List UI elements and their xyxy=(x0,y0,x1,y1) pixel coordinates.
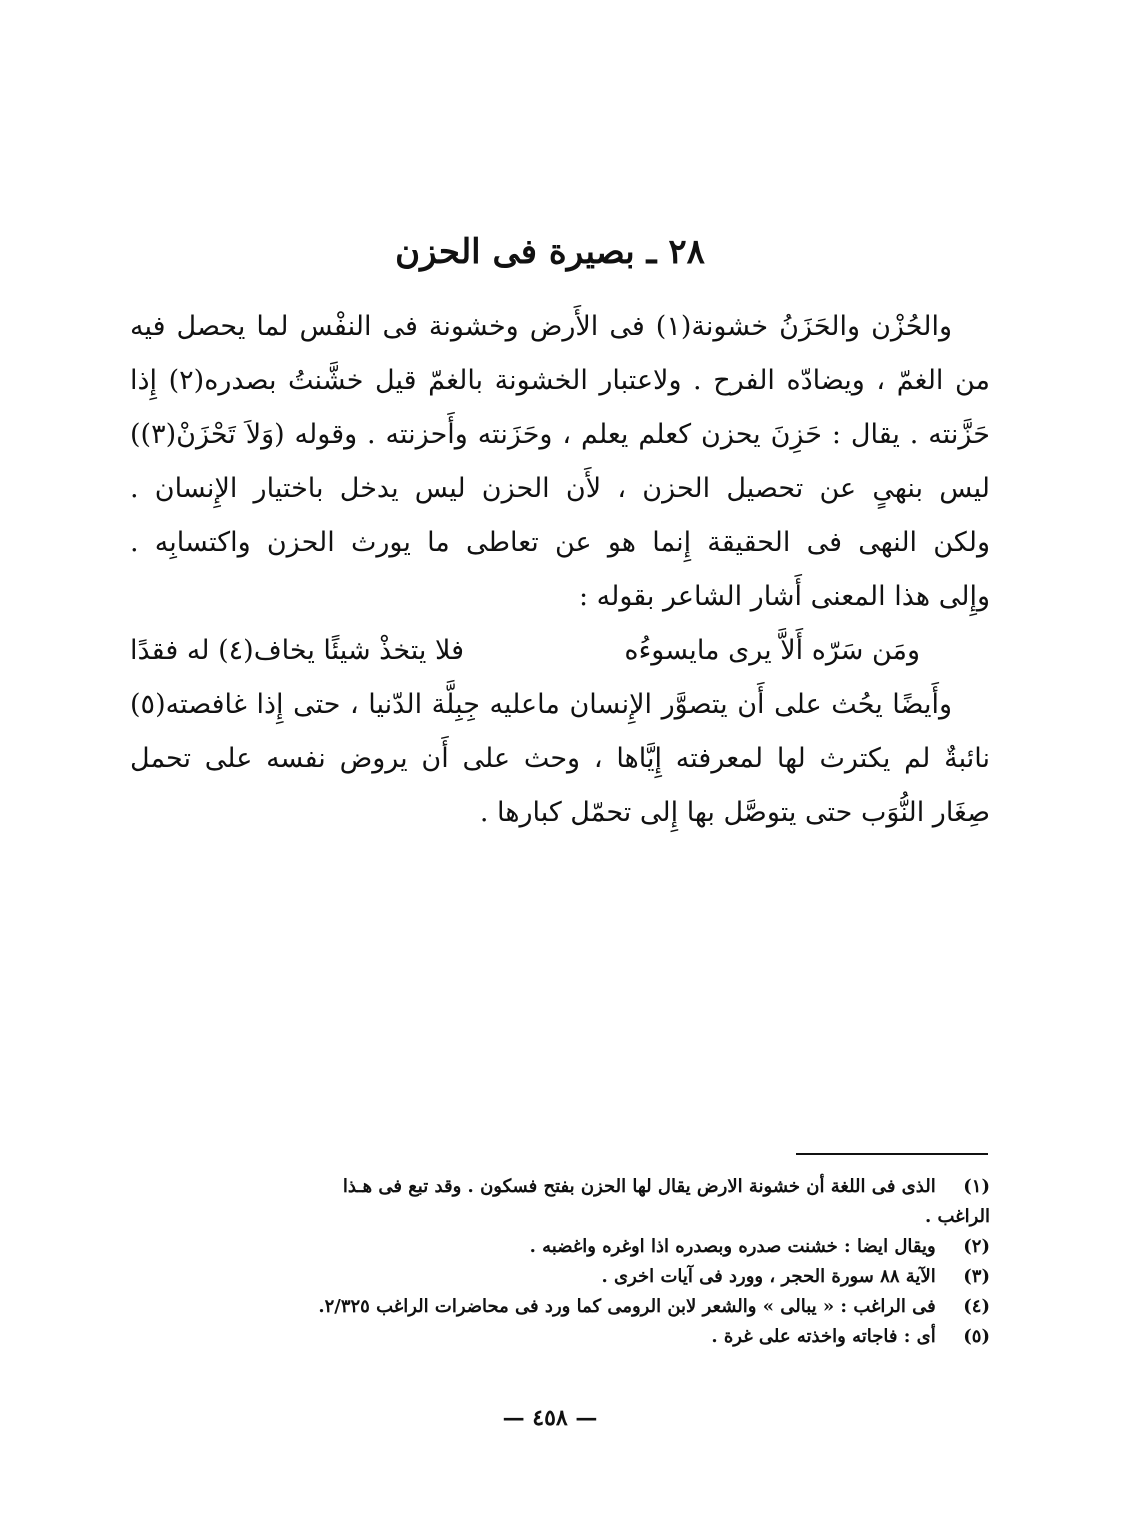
footnote xyxy=(130,1172,990,1202)
footnotes xyxy=(130,1172,990,1352)
paragraph-line: ليس بنهىٍ عن تحصيل الحزن ، لأَن الحزن ليس يدخل باختيار الإِنسان . xyxy=(130,473,990,504)
verse-second-hemistich: فلا يتخذْ شيئًا يخاف(٤) له فقدًا xyxy=(130,635,465,666)
footnote-number: (٣) xyxy=(963,1266,990,1287)
paragraph-line: من الغمّ ، ويضادّه الفرح . ولاعتبار الخشونة بالغمّ قيل خشَّنتُ بصدره(٢) إِذا xyxy=(130,365,990,396)
paragraph-line: وإِلى هذا المعنى أَشار الشاعر بقوله : xyxy=(578,581,990,612)
section-title: ٢٨ ـ بصيرة فى الحزن xyxy=(395,232,705,272)
poetry-verse xyxy=(130,624,990,678)
footnote-text: ويقال ايضا : خشنت صدره وبصدره اذا اوغره واغضبه . xyxy=(529,1236,936,1257)
footnote-continuation: الراغب . xyxy=(924,1206,990,1227)
paragraph-line: نائبةٌ لم يكترث لها لمعرفته إِيَّاها ، وحث على أَن يروض نفسه على تحمل xyxy=(130,743,990,774)
footnote-text: فى الراغب : « يبالى » والشعر لابن الرومى كما ورد فى محاضرات الراغب ٢/٣٢٥. xyxy=(318,1296,936,1317)
body-text xyxy=(130,300,990,840)
footnote xyxy=(130,1262,990,1292)
paragraph-line: حَزَّنته . يقال : حَزِنَ يحزن كعلم يعلم ، وحَزَنته وأَحزنته . وقوله (وَلاَ تَحْزَنْ(٣)) xyxy=(130,419,990,450)
paragraph-line: والحُزْن والحَزَنُ خشونة(١) فى الأَرض وخشونة فى النفْس لما يحصل فيه xyxy=(130,311,952,342)
footnote-number: (٤) xyxy=(963,1296,990,1317)
footnote-divider xyxy=(796,1153,988,1155)
footnote xyxy=(130,1232,990,1262)
verse-first-hemistich: ومَن سَرّه أَلاَّ يرى مايسوءُه xyxy=(624,635,920,666)
paragraph-line: صِغَار النُّوَب حتى يتوصَّل بها إِلى تحمّل كبارها . xyxy=(479,797,990,828)
footnote xyxy=(130,1292,990,1322)
footnote-text: الذى فى اللغة أن خشونة الارض يقال لها الحزن بفتح فسكون . وقد تبع فى هـذا xyxy=(342,1176,936,1197)
paragraph-line: ولكن النهى فى الحقيقة إِنما هو عن تعاطى ما يورث الحزن واكتسابِه . xyxy=(130,527,990,558)
footnote-number: (١) xyxy=(963,1176,990,1197)
paragraph-line: وأَيضًا يحُث على أَن يتصوَّر الإِنسان ماعليه جِبِلَّة الدّنيا ، حتى إِذا غافصته(٥) xyxy=(130,689,952,720)
footnote-text: أى : فاجاته واخذته على غرة . xyxy=(711,1326,936,1347)
footnote xyxy=(130,1322,990,1352)
footnote-number: (٢) xyxy=(963,1236,990,1257)
footnote-number: (٥) xyxy=(963,1326,990,1347)
page-number: — ٤٥٨ — xyxy=(502,1405,598,1431)
footnote-text: الآية ٨٨ سورة الحجر ، وورد فى آيات اخرى . xyxy=(601,1266,936,1287)
